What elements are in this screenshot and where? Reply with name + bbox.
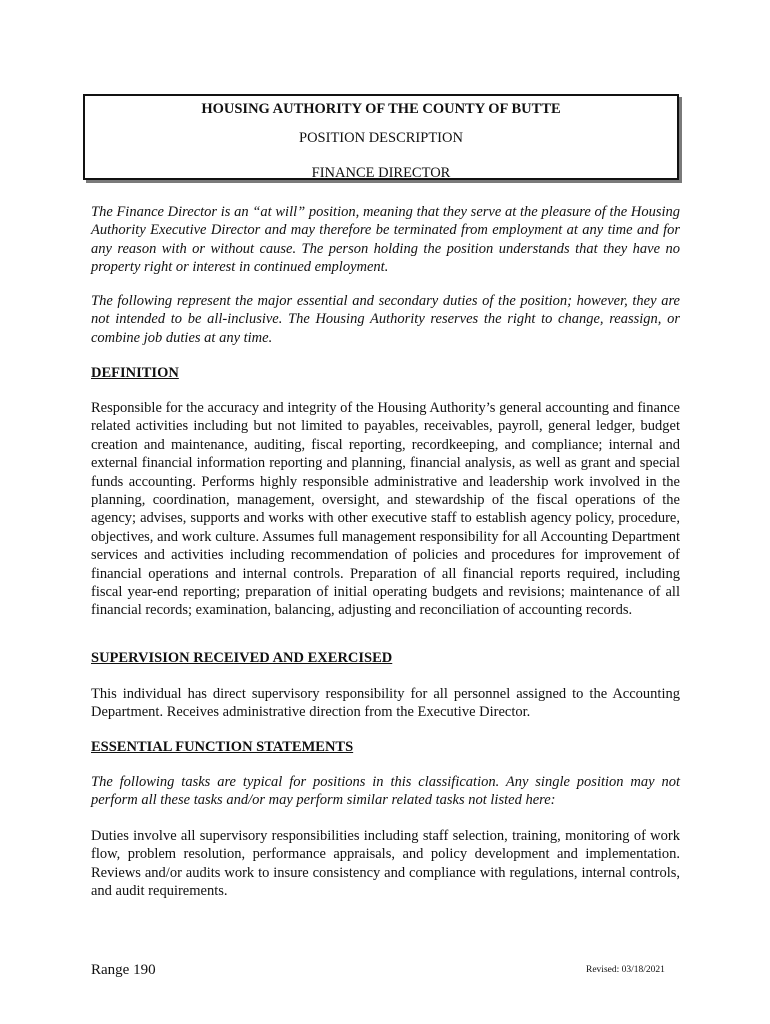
- duties-disclaimer: The following represent the major essential and secondary duties of the position; however, they are not intended to be all-inclusive. The Housing Authority reserves the right to change, reassign, or combine job duties at any time.: [91, 293, 680, 346]
- definition-heading: DEFINITION: [91, 365, 179, 381]
- document-type: POSITION DESCRIPTION: [299, 130, 463, 146]
- essential-functions-note: The following tasks are typical for positions in this classification. Any single position may not perform all these tasks and/or may perform similar related tasks not listed here:: [91, 774, 680, 809]
- supervision-heading: SUPERVISION RECEIVED AND EXERCISED: [91, 650, 393, 666]
- definition-text: Responsible for the accuracy and integrity of the Housing Authority’s general accounting and finance related activities including but not limited to payables, receivables, payroll, general ledger, budget creation and maintenance, auditing, fiscal reporting, recordkeeping, and compliance; internal and external financial information reporting and planning, financial analysis, as well as grant and special funds accounting. Performs highly responsible administrative and leadership work involved in the planning, coordination, management, oversight, and stewardship of the fiscal operations of the agency; advises, supports and works with other executive staff to establish agency policy, procedure, objectives, and work culture. Assumes full management responsibility for all Accounting Department services and activities including recommendation of policies and procedures for improvement of financial operations and internal controls. Preparation of all financial reports required, including fiscal year-end reporting; preparation of initial operating budgets and revisions; maintenance of all financial records; examination, balancing, adjusting and reconciliation of accounting records.: [91, 400, 680, 619]
- essential-functions-heading: ESSENTIAL FUNCTION STATEMENTS: [91, 739, 354, 755]
- at-will-statement: The Finance Director is an “at will” position, meaning that they serve at the pleasure of the Housing Authority Executive Director and may therefore be terminated from employment at any time and for any reason with or without cause. The person holding the position understands that they have no property right or interest in continued employment.: [91, 204, 680, 276]
- revision-date: Revised: 03/18/2021: [586, 965, 665, 975]
- essential-functions-text: Duties involve all supervisory responsibilities including staff selection, training, monitoring of work flow, problem resolution, performance appraisals, and policy development and implementation. Reviews and/or audits work to insure consistency and compliance with regulations, internal controls, and audit requirements.: [91, 828, 680, 900]
- supervision-text: This individual has direct supervisory responsibility for all personnel assigned to the Accounting Department. Receives administrative direction from the Executive Director.: [91, 686, 680, 721]
- position-title: FINANCE DIRECTOR: [311, 165, 451, 181]
- salary-range: Range 190: [91, 962, 156, 978]
- title-box: [83, 94, 679, 180]
- organization-name: HOUSING AUTHORITY OF THE COUNTY OF BUTTE: [201, 101, 561, 117]
